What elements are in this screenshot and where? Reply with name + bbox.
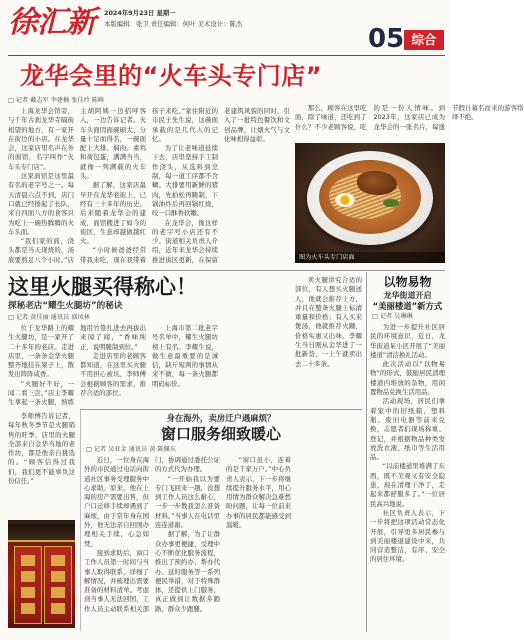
exchange-article-body	[370, 323, 445, 630]
window-article-kicker: 身在海外，卖房迁户遇麻烦？	[166, 413, 276, 423]
pork-chop-shape	[357, 171, 397, 195]
paragraph: “以前楼道里堆满了东西，既不美观又有安全隐患，现在清理干净了，走起来都舒服多了。”一位居民高兴地说。	[370, 462, 445, 508]
exchange-article-kicker: 以物易物	[383, 275, 432, 289]
editor-credits: 本版编辑：张卫 责任编辑：何叶 美术设计：陈杰	[104, 20, 243, 28]
top-article-side-body	[295, 104, 524, 141]
window-article-headline: 窗口服务细致暖心	[160, 425, 281, 443]
paragraph: 位于龙华路上的耀生火腿坊，是一家开了二十多年的老店。走进店里，一条条金华火腿整齐地挂在架子上，散发出阵阵咸香。	[8, 324, 74, 379]
top-article-byline: □ 记者 戴志军 李建楠 张佳玲 陈峰	[8, 97, 105, 104]
sign-mark	[21, 603, 35, 614]
ham-article-subheadline: 探秘老店“耀生火腿坊”的秘诀	[8, 301, 123, 311]
section-label: 综合	[404, 30, 444, 50]
sign-mark	[51, 603, 65, 614]
paragraph: 李师傅告诉记者，每年秋冬季节是火腿销售的旺季，店里的火腿全部来自金华当地的老作坊，都是他亲自挑选的。“顾客信得过我们，我们更不能辜负这份信任。”	[8, 412, 75, 486]
top-article-headline: 龙华会里的“火车头专门店”	[20, 62, 323, 90]
paragraph: 接到求助后，窗口工作人员第一时间与当事人取得联系，详细了解情况，并梳理出需要准备的材料清单。考虑到当事人无法回国，工作人员主动联系相关部门，协调通过委托公证的方式代为办理。	[84, 456, 220, 613]
sign-mark	[21, 555, 35, 566]
shop-awning-shape	[8, 524, 75, 542]
section-divider	[8, 270, 445, 271]
exchange-article-headline-line2: “美丽楼道”新方式	[372, 301, 443, 311]
paragraph: 上海龙华会馆旁，与千年古刹龙华寺隔街相望的地方，有一家开在街边的小店。在龙华会，这家店里名声在外的面馆，名字叫作“火车头专门店”。	[8, 107, 74, 171]
paragraph: “一开始我以为要专门飞回来一趟，没想到工作人员这么耐心，一步一步教我怎么准备材料。”当事人在电话里连连道谢。	[155, 474, 220, 530]
exchange-article-byline: □ 记者 吴琳琳	[372, 313, 413, 320]
paragraph: 为了让老味道延续下去，店里坚持手工制作浇头，从选料到烹制，每一道工序都不含糊。大排要用新鲜的猪肉，先拍松再腌制，下锅油炸后再回锅红烧，咬一口酥香软嫩。	[152, 144, 218, 218]
paragraph: 卖火腿讲究合适的部位，有人想买火腿送人，他就会推荐上方，并且在整条火腿上标清重量和价格；有人买来煲汤，他就推荐火踵，价格实惠又出味。李耀生当日刚从金华进了一批新货，一上午就卖出去二十多条。	[295, 276, 362, 368]
paragraph: “小时候爸爸经常带我来吃，现在我带着孩子来吃。”家住附近的市民王先生说，这碗面承载的是几代人的记忆。	[80, 107, 218, 264]
paragraph: 社区负责人表示，下一步将把这项活动常态化开展，引导更多居民参与到美丽楼道建设中来，共同营造整洁、有序、安全的居住环境。	[370, 508, 445, 564]
window-article-byline: □ 记者 吴亚金 通讯员 黄 陈佩东	[86, 446, 176, 453]
sign-mark	[51, 571, 65, 582]
paragraph: 那么，顾客在这里吃面，除了味道，还吃到了什么？不少老顾客说，吃的是一份人情味。到2023年，这家店已成为龙华会的一张名片，每逢节假日慕名而来的游客络绎不绝。	[295, 104, 524, 131]
paragraph: “我们家的面，浇头都是当天现烧的，汤底要熬足八个小时。”店主胡阿姨一边招呼客人，一边告诉记者。火车头面因面碗硕大、分量十足而得名，一碗面配上大排、焖肉、素鸡和荷包蛋，满满当当，就像一列满载的火车头。	[8, 107, 146, 264]
page-number: 05	[368, 24, 405, 54]
greens-shape	[383, 199, 399, 207]
paragraph: 走进店里的老顾客都知道，在这里买火腿不用担心被坑，李师傅会根据顾客的需求，推荐合适的部位。	[80, 351, 146, 398]
ham-article-headline: 这里火腿买得称心！	[8, 275, 197, 299]
exchange-article-headline-line1: 龙华街道开启	[383, 291, 432, 300]
noodle-photo	[295, 143, 445, 263]
sign-mark	[21, 587, 35, 598]
egg-shape	[335, 193, 355, 207]
sign-mark	[21, 571, 35, 582]
paragraph: 据了解，这家店最早开在龙华老街上，已经有三十多年的历史。后来随着龙华会的建成，面馆搬进了如今的街区，生意却越做越红火。	[80, 181, 146, 246]
ham-article-body	[8, 324, 290, 408]
paragraph: 为进一步提升社区居民的环境意识，近日，龙华街道某小区开展了“美丽楼道”清洁换礼活动。	[370, 323, 445, 359]
noodle-photo-caption: 图为火车头专门店面	[295, 252, 445, 263]
paragraph: “火腿好不好，一闻二看三尝。”店主李耀生拿起一条火腿，熟练地用竹签扎进去再拔出来闻了闻，“香味纯正，说明腌制到位。”	[8, 324, 146, 407]
ham-shop-photo	[8, 520, 75, 628]
sign-mark	[51, 555, 65, 566]
top-article-body	[8, 107, 290, 267]
masthead-divider	[8, 55, 445, 56]
ham-article-byline: □ 记者 黄佳丽 通讯员 盛凤林	[8, 314, 90, 321]
paragraph: 这家面馆是这里最有名的老字号之一。每天清晨六点不到，店门口就已经排起了长队，来自四面八方的食客只为吃上一碗热腾腾的火车头面。	[8, 172, 74, 236]
paragraph: “窗口虽小，连着的是千家万户。”中心负责人表示，下一步将继续提升服务水平，用心用情为群众解决急难愁盼问题，让每一位前来办事的居民都能感受到温暖。	[226, 456, 291, 530]
window-article-body	[84, 456, 362, 630]
column-divider	[366, 272, 367, 632]
paragraph: 上海市第二批老字号名单中，耀生火腿坊榜上有名。李耀生说，做生意最重要的是诚信，缺斤短两的事情从来不做，每一条火腿都明码标价。	[152, 324, 218, 388]
masthead-logo: 徐汇新	[8, 5, 95, 40]
paragraph: 此次活动以“以物易物”的形式，鼓励居民清理楼道内堆放的杂物，用闲置物品兑换生活用品。	[370, 360, 445, 397]
paragraph: 在龙华会，像这样的老字号小店还有不少。街道相关负责人介绍，近年来龙华会持续推进街区更新，在保留老建筑风貌的同时，引入了一批特色餐饮和文创品牌，让烟火气与文化味相得益彰。	[152, 107, 290, 264]
shop-signboard-right	[44, 546, 72, 624]
ham-article-lower-body	[8, 412, 75, 516]
paragraph: 活动现场，居民们拿着家中的旧纸箱、塑料瓶、废旧电器等前来兑换，志愿者们现场称重、登记，并根据物品种类发放洗衣液、纸巾等生活用品。	[370, 397, 445, 462]
paragraph: 据了解，为了让群众办事更便捷，受理中心不断优化服务流程，推出了预约办、帮办代办、延时服务等一系列便民举措，对于特殊群体，还提供上门服务，真正做到让数据多跑路、群众少跑腿。	[155, 530, 220, 613]
sign-mark	[51, 587, 65, 598]
paragraph: 近日，一位身在海外的市民通过电话向街道社区事务受理服务中心求助。原来，他在上海的房产需要出售，但户口迁移手续却遇到了麻烦，由于常年身在国外，他无法亲自回国办理相关手续，心急如焚。	[84, 456, 149, 548]
issue-date: 2024年9月23日 星期一	[104, 9, 176, 17]
shop-signboard-left	[14, 546, 42, 624]
ham-article-side-body	[295, 276, 362, 407]
